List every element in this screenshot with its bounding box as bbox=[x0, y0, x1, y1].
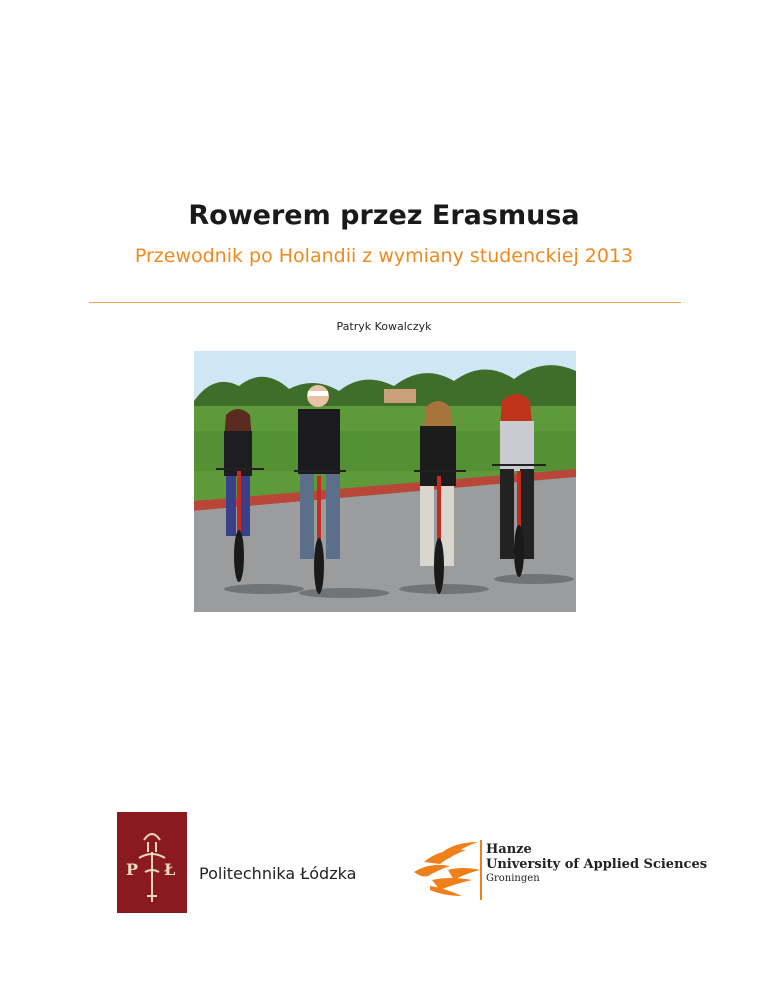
hanze-wordmark bbox=[486, 842, 707, 885]
title-divider bbox=[89, 302, 681, 303]
hanze-university: University of Applied Sciences bbox=[486, 857, 708, 872]
politechnika-lodzka-logo bbox=[117, 812, 187, 913]
document-title: Rowerem przez Erasmusa bbox=[188, 200, 580, 231]
author-name: Patryk Kowalczyk bbox=[336, 320, 432, 333]
pl-initial-left: P bbox=[126, 860, 139, 879]
hanze-flame-logo bbox=[410, 840, 482, 900]
cover-photo bbox=[194, 351, 576, 612]
hanze-name: Hanze bbox=[486, 842, 532, 857]
pl-initial-right: Ł bbox=[164, 860, 176, 879]
politechnika-lodzka-name: Politechnika Łódzka bbox=[199, 864, 357, 883]
hanze-city: Groningen bbox=[486, 873, 540, 884]
document-subtitle: Przewodnik po Holandii z wymiany studenckiej 2013 bbox=[134, 245, 634, 267]
